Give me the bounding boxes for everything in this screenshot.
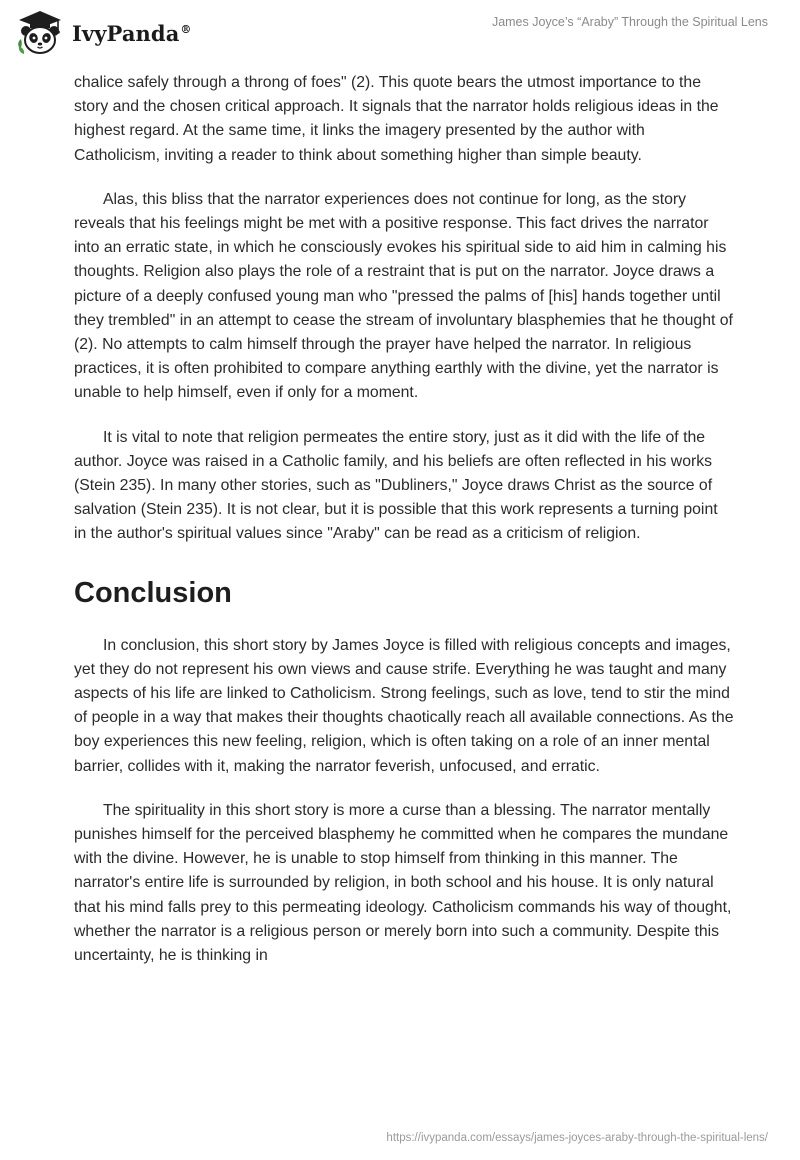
document-title: James Joyce’s “Araby” Through the Spiritual Lens: [491, 15, 768, 29]
paragraph-1: chalice safely through a throng of foes" (2). This quote bears the utmost importance to the story and the chosen critical approach. It signals that the narrator holds religious ideas in the highest regard. At the same time, it links the imagery presented by the author with Catholicism, inviting a reader to think about something higher than simple beauty.: [74, 74, 719, 164]
paragraph-2: Alas, this bliss that the narrator experiences does not continue for long, as the story reveals that his feelings might be met with a positive response. This fact drives the narrator into an erratic state, in which he consciously evokes his spiritual side to aid him in calming his thoughts. Religion also plays the role of a restraint that is put on the narrator. Joyce draws a picture of a deeply confused young man who "pressed the palms of [his] hands together until they trembled" in an attempt to cease the stream of involuntary blasphemies that he thought of (2). No attempts to calm himself through the prayer have helped the narrator. In religious practices, it is often prohibited to compare anything earthly with the divine, yet the narrator is unable to help himself, even if only for a moment.: [74, 190, 733, 402]
paragraph-4: In conclusion, this short story by James Joyce is filled with religious concepts and images, yet they do not represent his own views and cause strife. Everything he was taught and many aspects of his life are linked to Catholicism. Strong feelings, such as love, tend to stir the mind of people in a way that makes their thoughts chaotically reach all available connections. As the boy experiences this new feeling, religion, which is often taking on a role of an inner mental barrier, collides with it, making the narrator feverish, unfocused, and erratic.: [74, 636, 734, 775]
section-heading-conclusion: Conclusion: [74, 576, 232, 609]
essay-body: [74, 71, 734, 988]
paragraph-5: The spirituality in this short story is more a curse than a blessing. The narrator mentally punishes himself for the perceived blasphemy he committed when he compares the mundane with the divine. However, he is unable to stop himself from thinking in this manner. The narrator's entire life is surrounded by religion, in both school and his house. It is only natural that his mind falls prey to this permeating ideology. Catholicism commands his way of thought, whether the narrator is a religious person or merely born into such a community. Despite this uncertainty, he is thinking in: [74, 801, 732, 965]
source-url[interactable]: https://ivypanda.com/essays/james-joyces-araby-through-the-spiritual-lens/: [386, 1132, 768, 1144]
panda-graduate-icon: [14, 9, 66, 57]
page-header: [0, 0, 800, 70]
ivypanda-logo[interactable]: [14, 9, 192, 57]
paragraph-3: It is vital to note that religion permeates the entire story, just as it did with the life of the author. Joyce was raised in a Catholic family, and his beliefs are often reflected in his works (Stein 235). In many other stories, such as "Dubliners," Joyce draws Christ as the source of salvation (Stein 235). It is not clear, but it is possible that this work represents a turning point in the author's spiritual values since "Araby" can be read as a criticism of religion.: [74, 428, 718, 543]
brand-name: [72, 21, 192, 46]
registered-mark: ®: [180, 22, 192, 36]
brand-label: IvyPanda: [72, 20, 180, 46]
